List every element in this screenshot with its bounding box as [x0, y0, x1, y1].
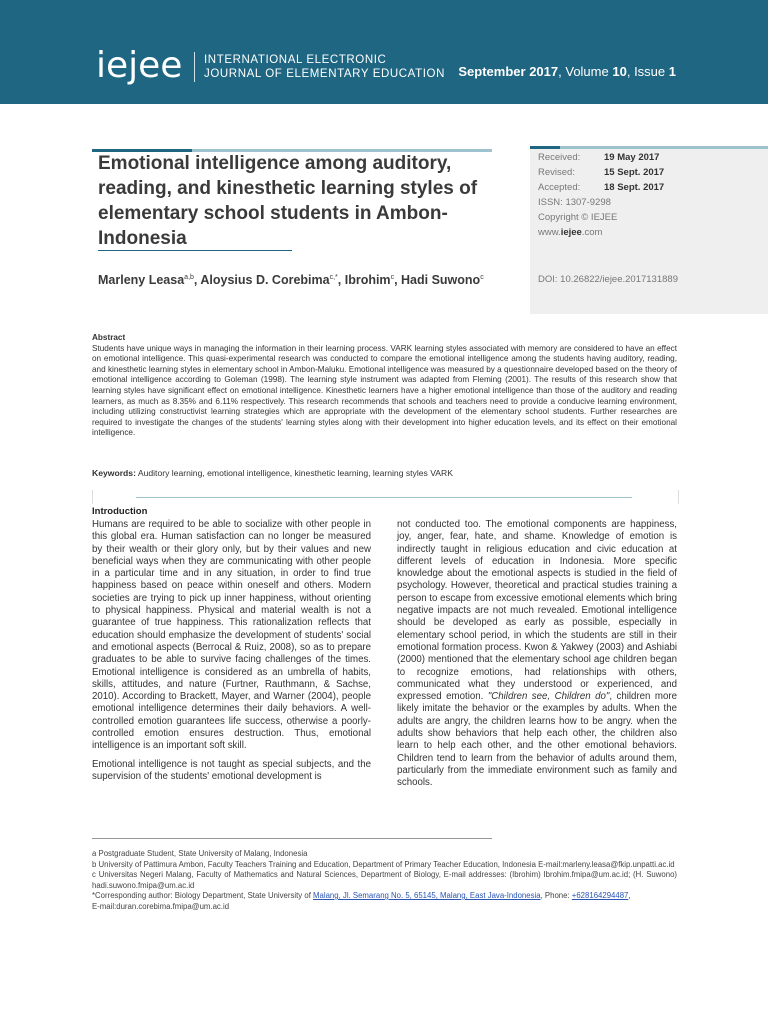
website-name: iejee	[560, 227, 582, 238]
address-link[interactable]: Malang, Jl. Semarang No. 5, 65145, Malang, East Java-Indonesia	[313, 891, 541, 900]
issn: ISSN: 1307-9298	[538, 197, 611, 208]
issue-date: September 2017	[458, 64, 559, 79]
corresponding-email[interactable]: E-mail:duran.corebima.fmipa@um.ac.id	[92, 901, 230, 911]
volume-label: Volume	[565, 64, 609, 79]
author-name: Ibrohim	[344, 273, 391, 287]
issue-info: September 2017, Volume 10, Issue 1	[458, 64, 676, 79]
info-panel-rule	[530, 146, 768, 149]
corresponding-prefix: *Corresponding author: Biology Department, State University of	[92, 891, 314, 900]
revised-label: Revised:	[538, 167, 575, 178]
doi[interactable]: DOI: 10.26822/iejee.2017131889	[538, 274, 678, 285]
author-list: Marleny Leasa$^{a,b}$, Aloysius D. Corebima$^{c,*}$, Ibrohim$^c$, Hadi Suwono$^c$	[98, 273, 484, 287]
journal-name-line2: JOURNAL OF ELEMENTARY EDUCATION	[204, 68, 445, 80]
volume-number: 10	[612, 64, 627, 79]
paragraph	[397, 519, 677, 790]
author-name: Aloysius D. Corebima	[200, 273, 330, 287]
author-affiliation: a,b	[184, 273, 194, 281]
issue-number: 1	[668, 64, 676, 79]
title-rule-bottom	[98, 250, 292, 251]
introduction-heading: Introduction	[92, 506, 148, 517]
footnote-a: a Postgraduate Student, State University of Malang, Indonesia	[92, 849, 308, 858]
issue-label: Issue	[634, 64, 666, 79]
author-name: Hadi Suwono	[401, 273, 481, 287]
keywords-text: Auditory learning, emotional intelligence, kinesthetic learning, learning styles VARK	[137, 468, 453, 478]
body-column-right	[397, 519, 677, 796]
article-title: Emotional intelligence among auditory, reading, and kinesthetic learning styles of elementary school students in Ambon-Indonesia	[98, 153, 478, 249]
author-affiliation: c	[480, 273, 484, 281]
paragraph: Emotional intelligence is not taught as special subjects, and the supervision of the students' emotional development is	[92, 758, 371, 782]
quote: "Children see, Children do"	[487, 691, 610, 703]
journal-website[interactable]	[538, 227, 602, 238]
footnote-corresponding	[92, 891, 677, 902]
website-prefix: www.	[538, 227, 561, 238]
received-label: Received:	[538, 152, 581, 163]
abstract-heading: Abstract	[92, 333, 126, 342]
author-name: Marleny Leasa	[98, 273, 185, 287]
body-column-left	[92, 519, 371, 789]
abstract-text: Students have unique ways in managing the information in their learning process. VARK learning styles associated with memory are considered to have an effect on emotional intelligence. This quasi-experimental research was conducted to compare the emotional intelligence among the students having auditory, reading, and kinesthetic learning styles in elementary school in Ambon-Maluku. Emotional intelligence was measured by a questionnaire developed based on the theory of emotional intelligence according to Goleman (1998). The learning style instrument was adapted from Fleming (2001). The results of this research show that learning styles have significant effect on emotional intelligence. Kinesthetic learners have a higher emotional intelligence than those of the auditory and reading learners, as much as 8.35% and 6.11% respectively. This research recommends that schools and teachers need to provide a conducive learning environment, including utilizing constructivist learning strategies which are appropriate with the development of the elementary school students. Further researches are required to investigate the changes of the students' learning styles along with their development into higher education levels, and its effect on their emotional intelligence.	[92, 343, 677, 438]
footnote-rule	[92, 838, 492, 839]
website-suffix: .com	[581, 227, 603, 238]
abstract	[92, 333, 677, 439]
keywords-label: Keywords:	[92, 468, 136, 478]
received-row	[538, 152, 660, 163]
accepted-label: Accepted:	[538, 182, 581, 193]
revised-date: 15 Sept. 2017	[604, 167, 665, 178]
copyright: Copyright © IEJEE	[538, 212, 618, 223]
section-divider-line	[136, 497, 632, 498]
paragraph: Humans are required to be able to socialize with other people in this global era. Human satisfaction can no longer be measured by their wealth or their glory only, but by their values and new beneficial ways when they are communicating with other people in a particular time and in any situation, in order to find true happiness based on peace within oneself and others. Modern societies are trying to pick up inner happiness, without orienting to physical happiness. Physical and material wealth is not a guarantee of true happiness. This rationalization reflects that education should emphasize the development of students' social and emotional aspects (Berrocal & Ruiz, 2008), so as to prepare graduates to be able to survive facing challenges of the times. Emotional intelligence is considered as an umbrella of habits, skills, attitudes, and nature (Furtner, Rauthmann, & Sachse, 2010). According to Brackett, Mayer, and Warner (2004), people emotional intelligence determines their daily behaviors. A well-controlled emotion guarantees life success, otherwise a poorly-controlled emotion ensures destruction. Thus, emotional intelligence is an important soft skill.	[92, 519, 371, 752]
corresponding-suffix: ,	[628, 891, 631, 900]
phone-label: , Phone:	[540, 891, 572, 900]
paragraph-text: , children more likely imitate the behavior or the examples by adults. When the adults are angry, the children learns how to be angry. when the adults show behaviors that help each other, the children also learn to help each other, and the other emotional behaviors. Children tend to learn from the behavior of adults around them, particularly from the immediate environment such as family and schools.	[397, 691, 677, 789]
journal-name	[204, 53, 445, 81]
footnotes	[92, 849, 677, 912]
accepted-date: 18 Sept. 2017	[604, 182, 665, 193]
journal-name-line1: INTERNATIONAL ELECTRONIC	[204, 54, 387, 66]
paragraph-text: not conducted too. The emotional components are happiness, joy, anger, fear, hate, and shame. Knowledge of emotion is indirectly taught in religious education and civic education at different levels of education in Indonesia. More specific knowledge about the emotional aspects is studied in the field of psychology. However, theoretical and practical studies training a person to escape from excessive emotional elements which bring negative impacts are not much revealed. Emotional intelligence should be developed as early as possible, especially in elementary school period, in which the students are still in their emotional formation process. Kwon & Yakwey (2003) and Ashiabi (2000) mentioned that the elementary school age children began to recognize emotions, had relationships with others, communicated what they understood or experienced, and expressed emotion.	[397, 519, 678, 703]
footnote-b: b University of Pattimura Ambon, Faculty Teachers Training and Education, Department of Primary Teacher Education, Indonesia E-mail:marleny.leasa@fkip.unpatti.ac.id	[92, 859, 675, 869]
keywords	[92, 468, 453, 478]
footnote-c: c Universitas Negeri Malang, Faculty of Mathematics and Natural Sciences, Department of Biology, E-mail addresses: (Ibrohim) Ibrohim.fmipa@um.ac.id; (H. Suwono) hadi.suwono.fmipa@um.ac.id	[92, 870, 677, 890]
author-affiliation: c,*	[329, 273, 338, 281]
accepted-row	[538, 182, 665, 193]
journal-logo: iejee	[96, 45, 183, 86]
phone-link[interactable]: +628164294487	[571, 891, 629, 900]
journal-banner	[0, 0, 768, 104]
received-date: 19 May 2017	[604, 152, 660, 163]
revised-row	[538, 167, 665, 178]
logo-divider	[194, 52, 195, 82]
author-affiliation: c	[390, 273, 395, 281]
